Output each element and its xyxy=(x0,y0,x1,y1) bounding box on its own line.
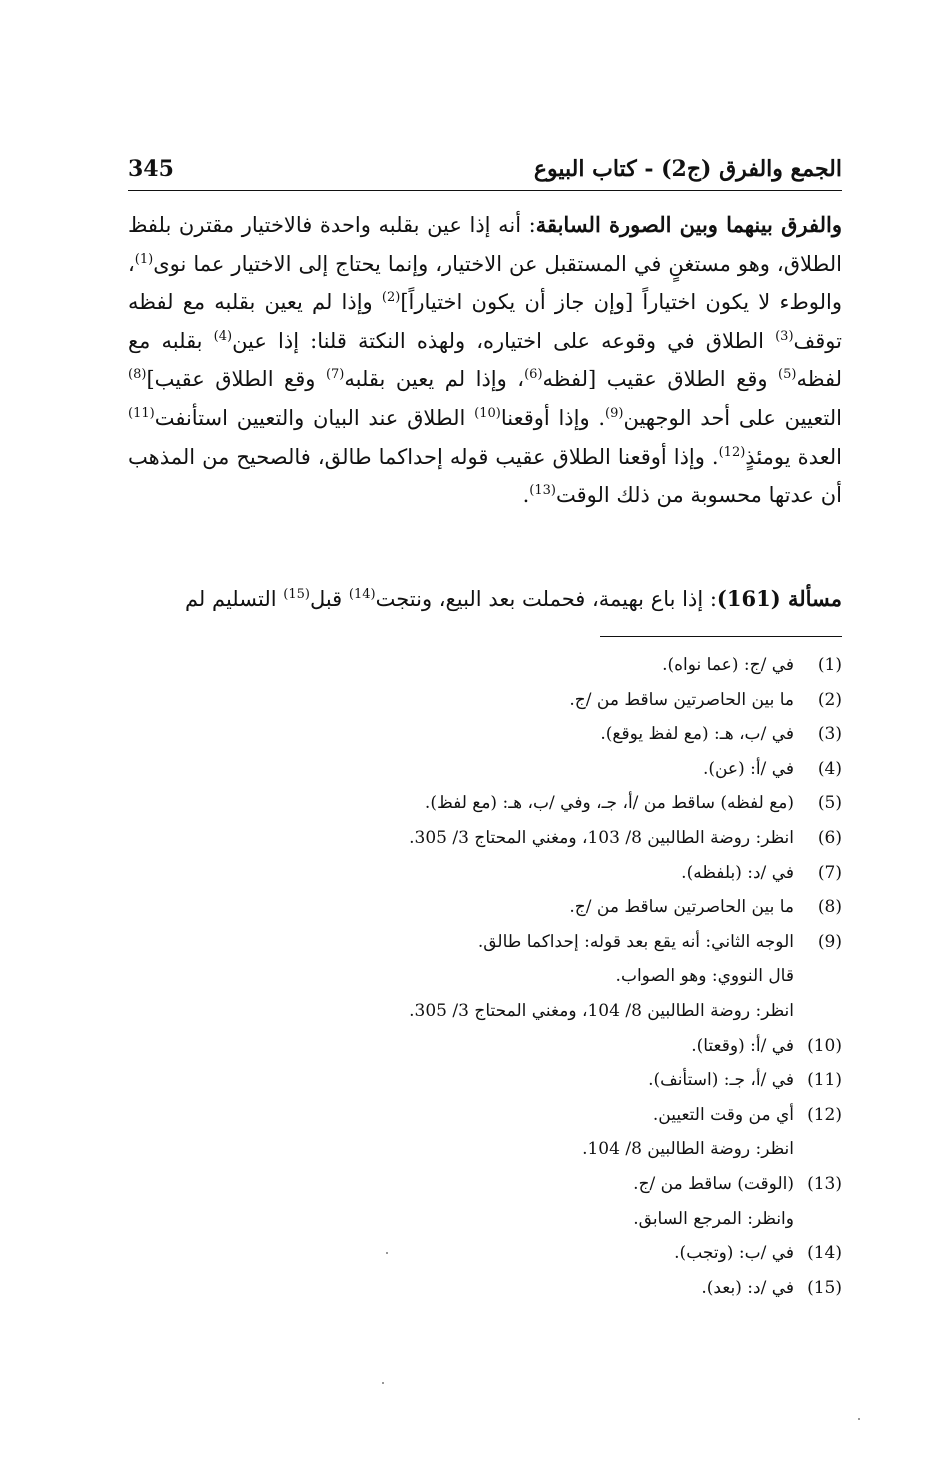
footnote-continuation: انظر: روضة الطالبين 8/ 104. xyxy=(582,1139,794,1160)
footnote-item xyxy=(128,856,842,891)
text-segment: وقع الطلاق عقيب] xyxy=(146,367,326,392)
footnote-text: ما بين الحاصرتين ساقط من /ج. xyxy=(569,897,794,918)
footnote-item xyxy=(128,648,842,683)
masala-paragraph xyxy=(128,580,842,618)
footnote-ref: (5) xyxy=(778,367,797,383)
text-segment: ، وإذا لم يعين بقلبه xyxy=(344,367,525,392)
footnote-ref: (10) xyxy=(474,405,501,421)
header-title: الجمع والفرق (ج2) - كتاب البيوع xyxy=(533,156,842,182)
footnote-text: في /د: (بعد). xyxy=(701,1277,794,1298)
text-segment: وقع الطلاق عقيب [لفظه xyxy=(542,367,779,392)
footnote-text: في /أ، جـ: (استأنف). xyxy=(648,1070,794,1091)
scan-speck xyxy=(858,1418,860,1420)
footnote-item xyxy=(128,1098,842,1133)
footnote-continuation: وانظر: المرجع السابق. xyxy=(633,1208,794,1229)
text-segment: العدة يومئذٍ xyxy=(745,444,842,469)
text-segment: . وإذا أوقعنا xyxy=(500,405,606,430)
footnote-number: (14) xyxy=(807,1243,842,1264)
paragraph-lead: والفرق بينهما وبين الصورة السابقة xyxy=(535,212,842,237)
footnote-ref: (15) xyxy=(283,587,310,602)
text-segment: . xyxy=(522,483,530,508)
footnote-item xyxy=(128,1236,842,1271)
footnote-item xyxy=(128,683,842,718)
footnote-item xyxy=(128,1167,842,1202)
footnote-text: في /أ: (وقعتا). xyxy=(691,1035,794,1056)
footnote-text: ما بين الحاصرتين ساقط من /ج. xyxy=(569,689,794,710)
text-segment: . وإذا أوقعنا الطلاق عقيب قوله إحداكما طالق، فالصحيح من المذهب أن عدتها محسوبة من ذلك الوقت xyxy=(128,444,842,508)
footnote-number: (10) xyxy=(807,1035,842,1056)
footnote-text: في /ج: (عما نواه). xyxy=(662,655,794,675)
footnote-number: (5) xyxy=(817,793,842,814)
footnote-text: في /د: (بلفظه). xyxy=(681,862,794,883)
footnote-ref: (6) xyxy=(524,367,543,383)
page-number: 345 xyxy=(128,156,174,182)
text-segment: : إذا باع بهيمة، فحملت بعد البيع، ونتجت xyxy=(375,587,717,611)
text-segment: : أنه إذا عين بقلبه واحدة فالاختيار مقترن بلفظ الطلاق، وهو مستغنٍ في المستقبل عن الاختيار، وإنما يحتاج إلى الاختيار عما نوى xyxy=(128,213,842,276)
footnote-number: (9) xyxy=(817,931,842,952)
footnote-number: (13) xyxy=(807,1173,842,1194)
footnote-item xyxy=(128,821,842,856)
text-segment: التعيين على أحد الوجهين xyxy=(623,405,842,430)
footnote-text: في /أ: (عن). xyxy=(702,758,794,779)
text-segment: الطلاق في وقوعه على اختياره، ولهذه النكتة قلنا: إذا عين xyxy=(232,328,776,353)
footnote-continuation: قال النووي: وهو الصواب. xyxy=(615,966,794,987)
footnote-ref: (12) xyxy=(718,444,746,460)
footnote-number: (4) xyxy=(817,758,842,779)
text-segment: وإذا لم يعين بقلبه مع لفظه توقف xyxy=(128,290,842,353)
footnote-text: (مع لفظه) ساقط من /أ، جـ، وفي /ب، هـ: (مع لفظ). xyxy=(424,793,794,814)
scan-speck xyxy=(386,1252,388,1254)
footnote-number: (15) xyxy=(807,1277,842,1298)
running-header xyxy=(128,148,842,182)
footnote-item xyxy=(128,717,842,752)
footnote-number: (12) xyxy=(807,1104,842,1125)
header-rule xyxy=(128,190,842,191)
footnote-number: (7) xyxy=(817,862,842,883)
footnote-item xyxy=(128,1063,842,1098)
footnote-number: (6) xyxy=(817,827,842,848)
footnote-ref: (13) xyxy=(529,483,556,499)
footnote-ref: (8) xyxy=(128,367,147,383)
text-segment: التسليم لم xyxy=(184,587,284,611)
masala-label: مسألة (161) xyxy=(716,586,842,611)
text-segment: الطلاق عند البيان والتعيين استأنفت xyxy=(154,405,475,430)
footnote-item xyxy=(128,1029,842,1064)
footnote-ref: (4) xyxy=(213,328,233,344)
footnote-ref: (2) xyxy=(381,290,401,306)
footnote-ref: (7) xyxy=(325,367,345,383)
footnote-item xyxy=(128,786,842,821)
footnote-ref: (14) xyxy=(348,587,376,602)
footnote-text: انظر: روضة الطالبين 8/ 103، ومغني المحتاج 3/ 305. xyxy=(409,827,794,848)
footnote-item xyxy=(128,925,842,960)
footnote-number: (3) xyxy=(817,724,842,745)
footnotes-list xyxy=(128,648,842,1305)
scan-speck xyxy=(382,1382,384,1384)
main-paragraph xyxy=(128,206,842,515)
footnote-item xyxy=(128,890,842,925)
footnote-text: (الوقت) ساقط من /ج. xyxy=(633,1173,794,1194)
footnote-ref: (1) xyxy=(134,251,154,267)
footnote-item xyxy=(128,1271,842,1306)
footnote-ref: (9) xyxy=(605,405,624,421)
text-segment: بقلبه مع لفظه xyxy=(128,328,842,392)
footnote-continuation: انظر: روضة الطالبين 8/ 104، ومغني المحتاج 3/ 305. xyxy=(409,1000,794,1021)
footnote-text: في /ب: (وتجب). xyxy=(674,1243,794,1264)
footnote-ref: (3) xyxy=(775,328,794,344)
footnotes-rule xyxy=(600,636,842,637)
text-segment: قبل xyxy=(309,587,349,611)
text-segment: ، والوطء لا يكون اختياراً [وإن جاز أن يكون اختياراً] xyxy=(128,251,842,315)
footnote-ref: (11) xyxy=(128,405,155,421)
footnote-text: في /ب، هـ: (مع لفظ يوقع). xyxy=(600,724,794,745)
footnote-text: الوجه الثاني: أنه يقع بعد قوله: إحداكما طالق. xyxy=(477,931,794,952)
footnote-number: (2) xyxy=(817,689,842,710)
footnote-text: أي من وقت التعيين. xyxy=(652,1104,794,1125)
footnote-number: (8) xyxy=(817,897,842,918)
footnote-number: (11) xyxy=(807,1070,842,1091)
footnote-number: (1) xyxy=(817,655,842,675)
footnote-item xyxy=(128,752,842,787)
